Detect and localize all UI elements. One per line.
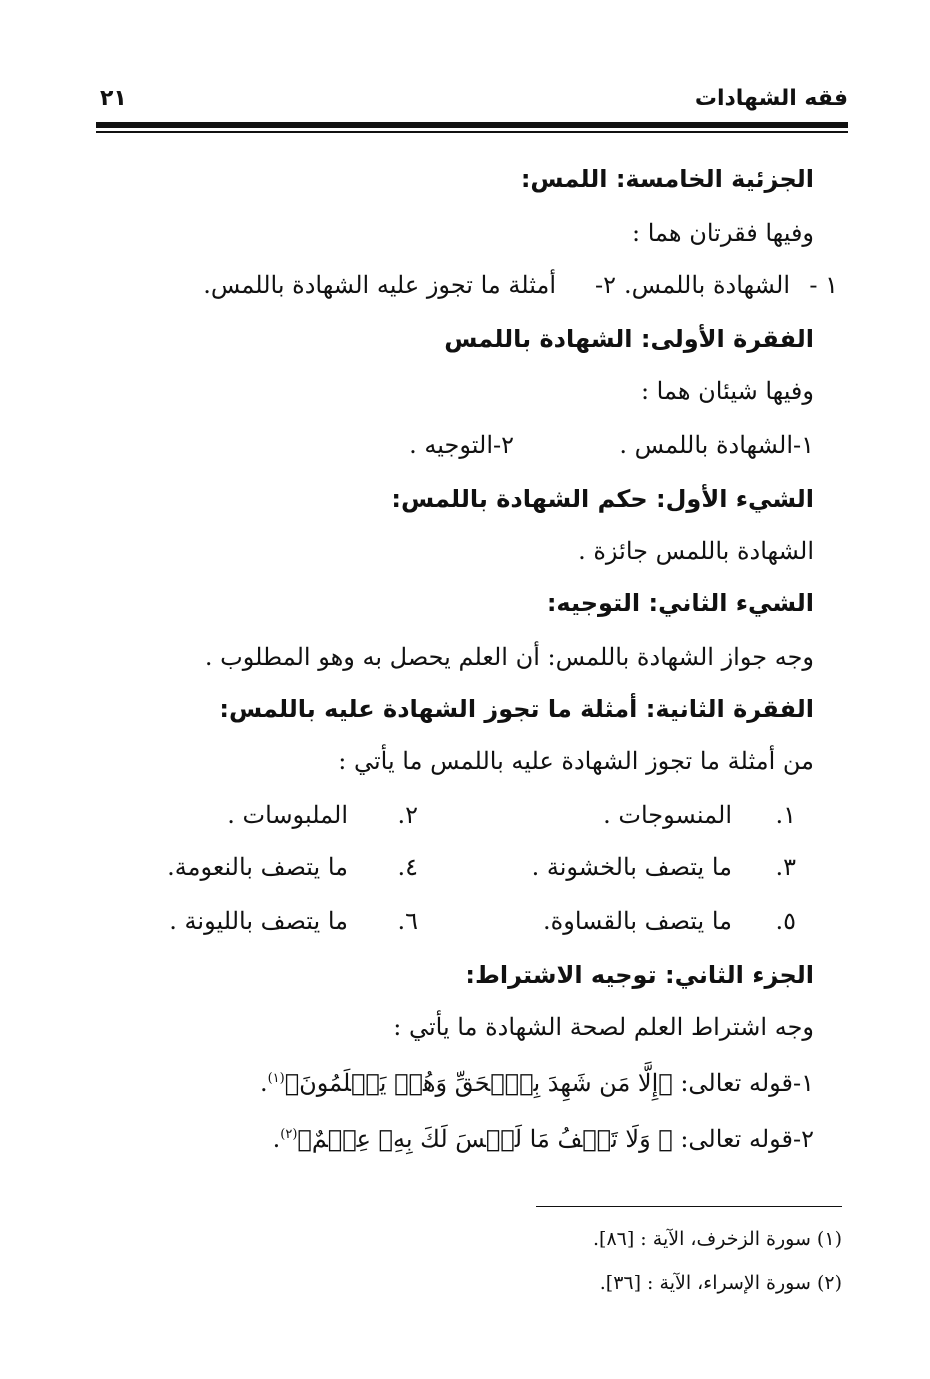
examples-intro: من أمثلة ما تجوز الشهادة عليه باللمس ما يأتي : (338, 747, 814, 775)
section-intro: وفيها فقرتان هما : (632, 219, 814, 247)
example-number: ٦. (397, 907, 418, 935)
verse-lead: ٢-قوله تعالى: (680, 1125, 814, 1153)
example-text: الملبوسات . (227, 801, 348, 829)
footnote: (٢) سورة الإسراء، الآية : [٣٦]. (599, 1272, 842, 1294)
verse-lead: ١-قوله تعالى: (680, 1069, 814, 1097)
verse-end: . (272, 1125, 281, 1153)
section-list (140, 268, 838, 304)
item-heading-justification: الشيء الثاني: التوجيه: (546, 589, 814, 617)
part-intro: وجه اشتراط العلم لصحة الشهادة ما يأتي : (393, 1013, 814, 1041)
example-text: ما يتصف بالقساوة. (543, 907, 732, 935)
example-text: ما يتصف بالنعومة. (167, 853, 348, 881)
example-number: ٤. (397, 853, 418, 881)
footnote: (١) سورة الزخرف، الآية : [٨٦]. (592, 1228, 842, 1250)
page-number: ٢١ (100, 86, 127, 111)
example-number: ٢. (397, 801, 418, 829)
item-heading-ruling: الشيء الأول: حكم الشهادة باللمس: (391, 485, 814, 513)
paragraph-heading-first: الفقرة الأولى: الشهادة باللمس (444, 325, 814, 353)
examples-row (150, 798, 814, 834)
example-text: المنسوجات . (603, 801, 732, 829)
example-number: ١. (775, 801, 796, 829)
verse-end: . (259, 1069, 268, 1097)
list-number: ١ - (809, 271, 838, 299)
quran-verse: ﴿ وَلَا تَقۡفُ مَا لَيۡسَ لَكَ بِهِۦ عِلۡمٌ﴾ (297, 1125, 673, 1153)
footnote-ref: (١) (267, 1071, 285, 1086)
verse-line-1 (260, 1062, 814, 1100)
example-number: ٥. (775, 907, 796, 935)
running-header (96, 84, 848, 124)
verse-line-2 (273, 1118, 814, 1156)
header-rule-thick (96, 122, 848, 128)
paragraph-list (150, 428, 814, 464)
list-number: ٢- (595, 271, 616, 299)
list-item: أمثلة ما تجوز عليه الشهادة باللمس. (203, 271, 556, 299)
paragraph-intro: وفيها شيئان هما : (640, 377, 814, 405)
footnote-ref: (٢) (280, 1127, 298, 1142)
running-title: فقه الشهادات (694, 86, 848, 111)
list-item: ١-الشهادة باللمس . (619, 431, 814, 459)
examples-row (140, 850, 814, 886)
part-heading-justification: الجزء الثاني: توجيه الاشتراط: (465, 961, 814, 989)
paragraph-heading-second: الفقرة الثانية: أمثلة ما تجوز الشهادة عليه باللمس: (219, 695, 814, 723)
justification-text: وجه جواز الشهادة باللمس: أن العلم يحصل به وهو المطلوب . (204, 643, 814, 671)
example-text: ما يتصف بالخشونة . (531, 853, 732, 881)
example-text: ما يتصف بالليونة . (169, 907, 348, 935)
list-item: الشهادة باللمس. (623, 271, 790, 299)
example-number: ٣. (775, 853, 796, 881)
quran-verse: ﴿إِلَّا مَن شَهِدَ بِٱلۡحَقِّ وَهُمۡ يَعۡلَمُونَ﴾ (284, 1069, 673, 1097)
ruling-text: الشهادة باللمس جائزة . (578, 537, 814, 565)
section-heading-touch: الجزئية الخامسة: اللمس: (520, 165, 814, 193)
examples-row (140, 904, 814, 940)
header-rule-thin (96, 131, 848, 133)
footnote-separator (536, 1206, 842, 1207)
list-item: ٢-التوجيه . (409, 431, 514, 459)
